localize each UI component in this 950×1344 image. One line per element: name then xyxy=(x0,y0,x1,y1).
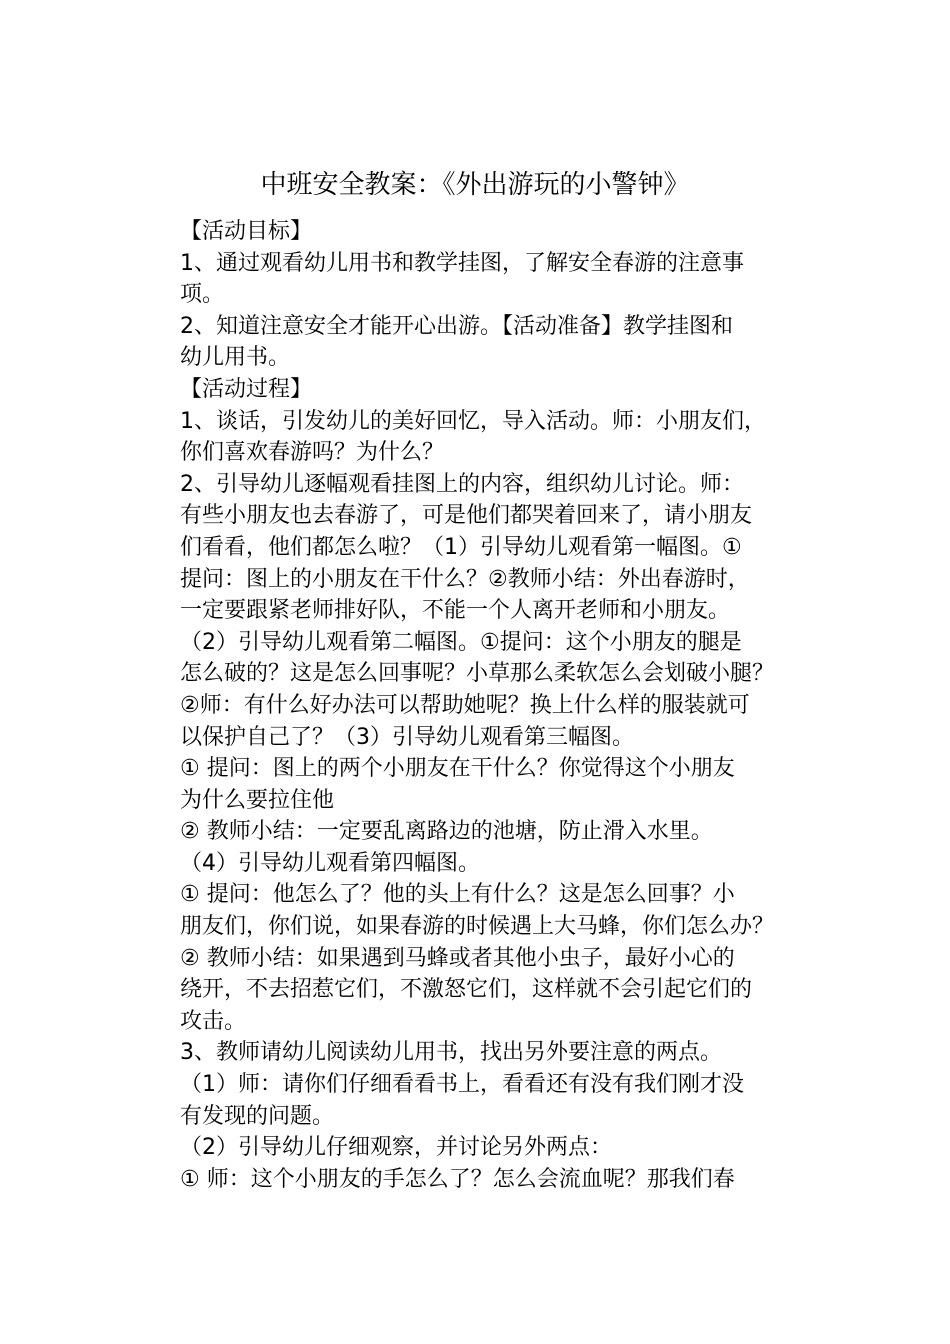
text-line: 攻击。 xyxy=(180,1008,247,1034)
text-line: 一定要跟紧老师排好队，不能一个人离开老师和小朋友。 xyxy=(180,598,731,624)
text-line: 【活动过程】 xyxy=(180,376,313,402)
text-line: 为什么要拉住他 xyxy=(180,787,335,813)
text-line: ① 师：这个小朋友的手怎么了？怎么会流血呢？那我们春 xyxy=(180,1166,735,1192)
text-line: （2）引导幼儿观看第二幅图。①提问：这个小朋友的腿是 xyxy=(180,629,742,655)
text-line: （1）师：请你们仔细看看书上，看看还有没有我们刚才没 xyxy=(180,1072,744,1098)
text-line: ②师：有什么好办法可以帮助她呢？换上什么样的服装就可 xyxy=(180,692,750,718)
document-body xyxy=(180,216,840,1195)
text-line: ② 教师小结：如果遇到马蜂或者其他小虫子，最好小心的 xyxy=(180,945,735,971)
text-line: ① 提问：图上的两个小朋友在干什么？你觉得这个小朋友 xyxy=(180,756,735,782)
text-line: ② 教师小结：一定要乱离路边的池塘，防止滑入水里。 xyxy=(180,819,713,845)
text-line: 1、谈话，引发幼儿的美好回忆，导入活动。师：小朋友们， xyxy=(180,408,766,434)
text-line: 2、引导幼儿逐幅观看挂图上的内容，组织幼儿讨论。师： xyxy=(180,471,744,497)
text-line: 怎么破的？这是怎么回事呢？小草那么柔软怎么会划破小腿？ xyxy=(180,661,775,687)
document-title: 中班安全教案：《外出游玩的小警钟》 xyxy=(260,170,690,200)
text-line: （4）引导幼儿观看第四幅图。 xyxy=(180,850,480,876)
text-line: 项。 xyxy=(180,282,225,308)
text-line: 1、通过观看幼儿用书和教学挂图，了解安全春游的注意事 xyxy=(180,250,744,276)
text-line: 【活动目标】 xyxy=(180,219,313,244)
text-line: 幼儿用书。 xyxy=(180,345,291,371)
text-line: 有发现的问题。 xyxy=(180,1103,335,1129)
text-line: 绕开，不去招惹它们，不激怒它们，这样就不会引起它们的 xyxy=(180,977,753,1003)
text-line: ① 提问：他怎么了？他的头上有什么？这是怎么回事？小 xyxy=(180,882,735,908)
text-line: 以保护自己了？（3）引导幼儿观看第三幅图。 xyxy=(180,724,634,750)
text-line: 有些小朋友也去春游了，可是他们都哭着回来了，请小朋友 xyxy=(180,503,753,529)
text-line: 3、教师请幼儿阅读幼儿用书，找出另外要注意的两点。 xyxy=(180,1040,722,1066)
text-line: （2）引导幼儿仔细观察，并讨论另外两点： xyxy=(180,1135,612,1161)
text-line: 提问：图上的小朋友在干什么？②教师小结：外出春游时， xyxy=(180,566,750,592)
text-line: 们看看，他们都怎么啦？（1）引导幼儿观看第一幅图。① xyxy=(180,534,742,560)
text-line: 2、知道注意安全才能开心出游。【活动准备】教学挂图和 xyxy=(180,313,733,339)
text-line: 你们喜欢春游吗？为什么？ xyxy=(180,440,445,466)
text-line: 朋友们，你们说，如果春游的时候遇上大马蜂，你们怎么办？ xyxy=(180,914,775,940)
